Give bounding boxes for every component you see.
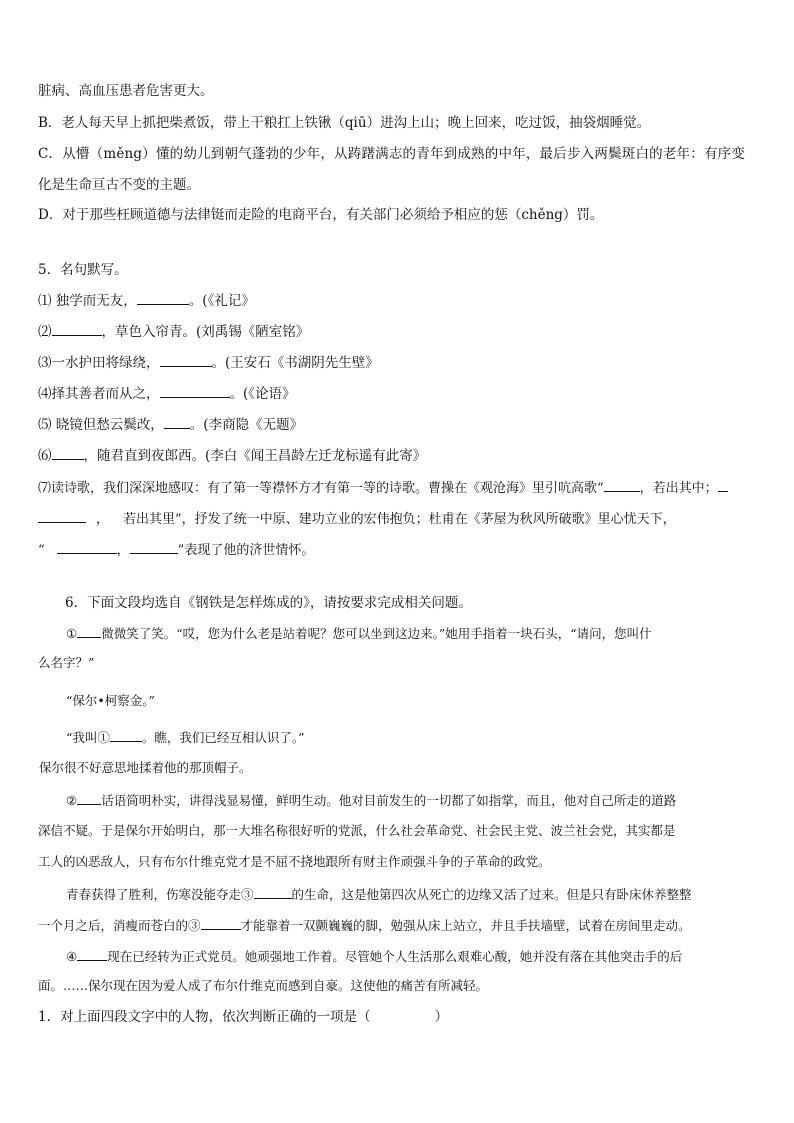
sub-question-1: 1．对上面四段文字中的人物，依次判断正确的一项是（ ） [38,1009,449,1025]
blank[interactable] [201,916,241,930]
q5-item-6: ⑹ ，随君直到夜郎西。(李白《闻王昌龄左迁龙标遥有此寄》 [38,448,427,464]
passage-6-line2: 一个月之后，消瘦而苍白的③ 才能靠着一双颤巍巍的脚，勉强从床上站立，并且手扶墙壁，试着在房间里走动。 [38,918,691,933]
passage-5-line2: 深信不疑。于是保尔开始明白，那一大堆名称很好听的党派，什么社会革命党、社会民主党、波兰社会党，其实都是 [38,823,676,838]
blank[interactable] [130,540,178,554]
q5-item-7-line3: “ ， ”表现了他的济世情怀。 [38,540,314,560]
blank[interactable] [164,415,190,429]
blank[interactable] [604,478,640,492]
q5-item-7-line2: ， 若出其里”，抒发了统一中原、建功立业的宏伟抱负；杜甫在《茅屋为秋风所破歌》里心忧天下， [38,509,676,529]
passage-1-line2: 么名字？” [38,655,95,670]
blank[interactable] [77,791,101,805]
option-d: D．对于那些枉顾道德与法律铤而走险的电商平台，有关部门必须给予相应的惩（chěng）罚。 [38,207,604,223]
q5-title: 5．名句默写。 [38,262,128,278]
q5-item-7-line1: ⑺读诗歌，我们深深地感叹：有了第一等襟怀方才有第一等的诗歌。曹操在《观沧海》里引吭高歌“ ，若出其中； [38,478,728,498]
q5-item-2: ⑵ ，草色入帘青。(刘禹锡《陋室铭》 [38,324,310,340]
blank[interactable] [254,885,292,899]
q5-item-5: ⑸ 晓镜但愁云鬓改， 。(李商隐《无题》 [38,417,304,433]
blank[interactable] [38,509,86,523]
q5-item-3: ⑶一水护田将绿绕， 。(王安石《书湖阴先生壁》 [38,355,379,371]
passage-1-line1: ① 微微笑了笑。“哎，您为什么老是站着呢？您可以坐到这边来。”她用手指着一块石头，“请问，您叫什 [66,626,652,641]
blank[interactable] [77,947,107,961]
option-b: B．老人每天早上抓把柴煮饭，带上干粮扛上铁锹（qiū）进沟上山；晚上回来，吃过饭，抽袋烟睡觉。 [38,115,651,131]
passage-5-line1: ② 话语简明朴实，讲得浅显易懂，鲜明生动。他对目前发生的一切都了如指掌，而且，他对自己所走的道路 [66,793,677,808]
q5-item-4: ⑷择其善者而从之， 。(《论语》 [38,386,296,402]
blank[interactable] [57,540,117,554]
blank[interactable] [52,322,102,336]
blank[interactable] [110,728,142,742]
passage-3: “我叫① 。瞧，我们已经互相认识了。” [66,730,305,745]
q5-item-1: ⑴ 独学而无友， 。(《礼记》 [38,293,255,309]
q6-title: 6．下面文段均选自《钢铁是怎样炼成的》，请按要求完成相关问题。 [65,595,472,611]
option-c-line1: C．从懵（měng）懂的幼儿到朝气蓬勃的少年，从踌躇满志的青年到成熟的中年，最后步入两鬓斑白的老年：有序变 [38,146,746,162]
blank[interactable] [160,384,230,398]
option-a-continuation: 脏病、高血压患者危害更大。 [38,83,214,99]
passage-6-line1: 青春获得了胜利，伤寒没能夺走③ 的生命，这是他第四次从死亡的边缘又活了过来。但是只有卧床休养整整 [66,887,692,902]
passage-4: 保尔很不好意思地揉着他的那顶帽子。 [39,760,252,775]
blank[interactable] [160,353,212,367]
blank[interactable] [52,446,84,460]
blank[interactable] [77,624,101,638]
passage-2: “保尔•柯察金。” [66,693,155,708]
passage-5-line3: 工人的凶恶敌人，只有布尔什维克党才是不屈不挠地跟所有财主作顽强斗争的子革命的政党。 [38,854,551,869]
passage-7-line2: 面。……保尔现在因为爱人成了布尔什维克而感到自豪。这使他的痛苦有所减轻。 [38,978,489,993]
blank[interactable] [137,291,189,305]
option-c-line2: 化是生命亘古不变的主题。 [38,177,200,193]
blank[interactable] [718,478,728,492]
passage-7-line1: ④ 现在已经转为正式党员。她顽强地工作着。尽管她个人生活那么艰难心酸，她并没有落在其他突击手的后 [66,949,683,964]
